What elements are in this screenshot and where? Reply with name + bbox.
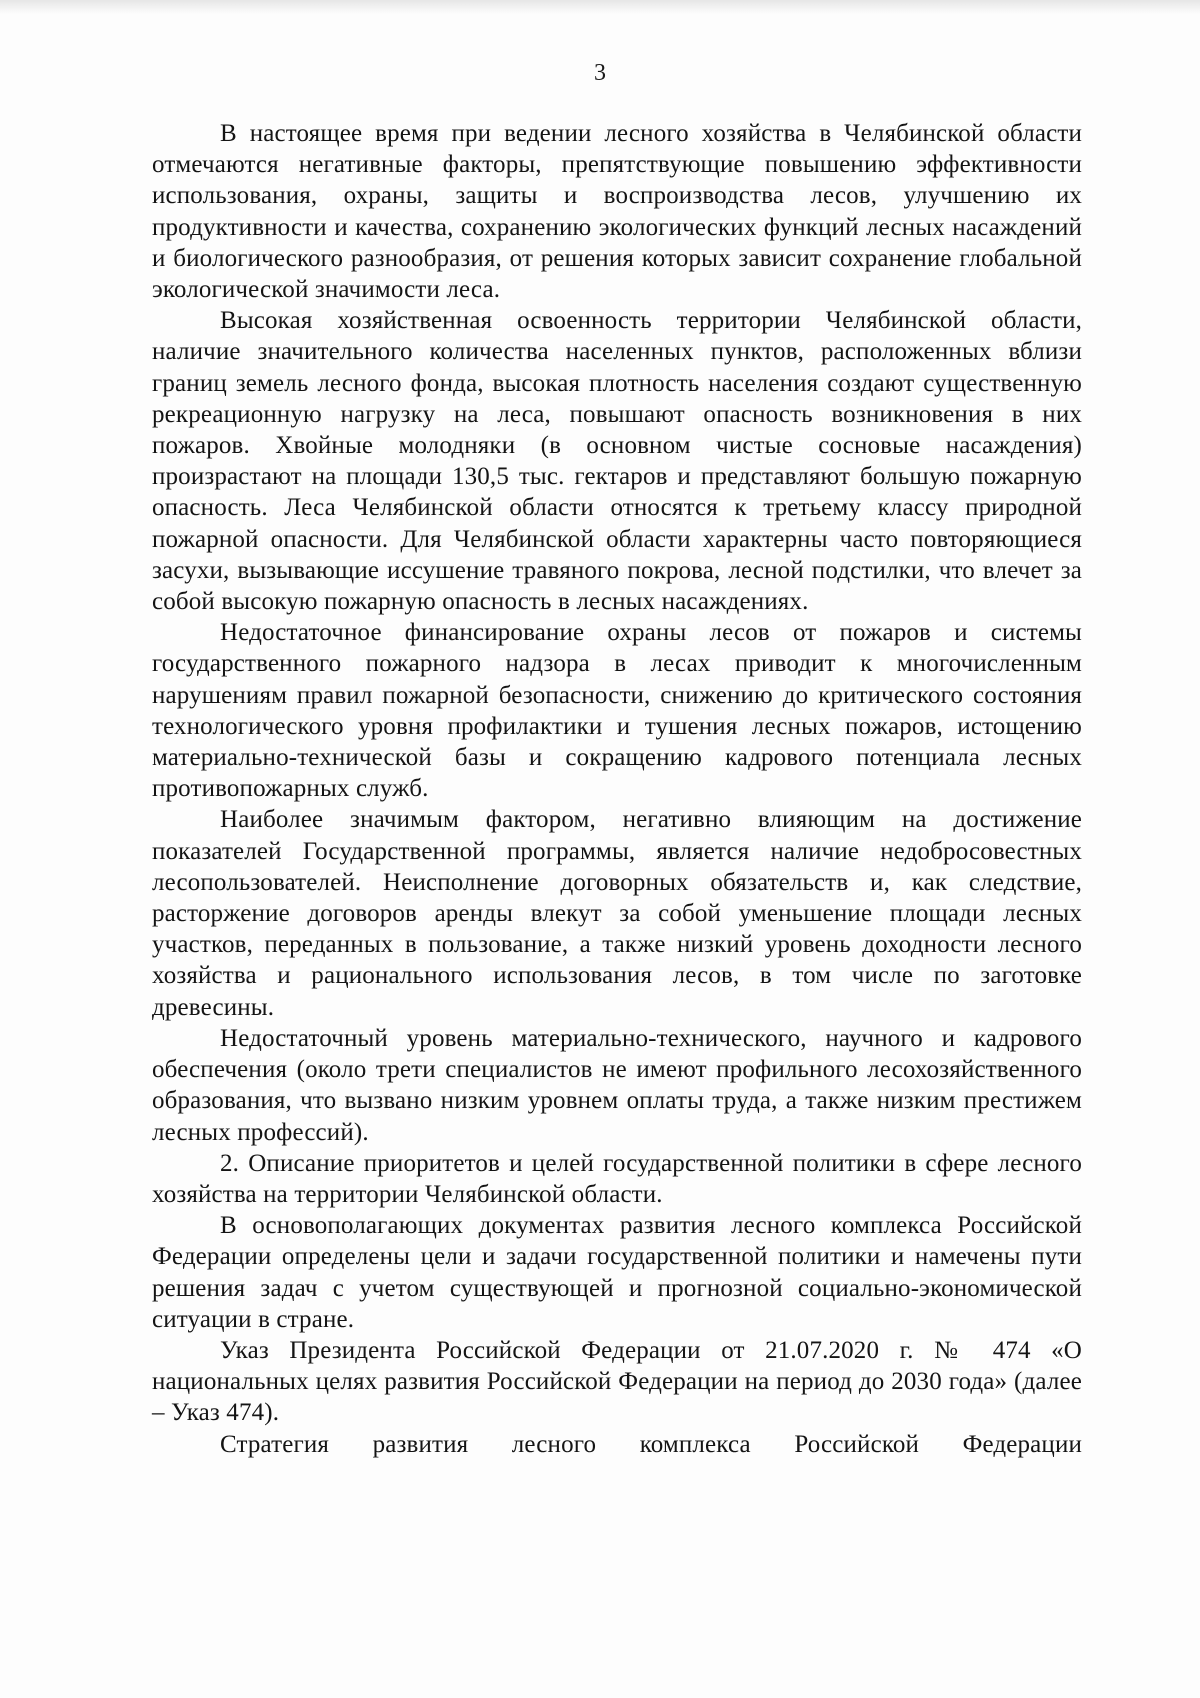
- paragraph-fire-danger: Высокая хозяйственная освоенность территории Челябинской области, наличие значительного количества населенных пунктов, расположенных вблизи границ земель лесного фонда, высокая плотность населения создают существенную рекреационную нагрузку на леса, повышают опасность возникновения в них пожаров. Хвойные молодняки (в основном чистые сосновые насаждения) произрастают на площади 130,5 тыс. гектаров и представляют большую пожарную опасность. Леса Челябинской области относятся к третьему классу природной пожарной опасности. Для Челябинской области характерны часто повторяющиеся засухи, вызывающие иссушение травяного покрова, лесной подстилки, что влечет за собой высокую пожарную опасность в лесных насаждениях.: [152, 307, 1082, 616]
- page-number: 3: [594, 60, 606, 86]
- paragraph-fire-protection-funding: Недостаточное финансирование охраны лесов от пожаров и системы государственного пожарного надзора в лесах приводит к многочисленным нарушениям правил пожарной безопасности, снижению до критического состояния технологического уровня профилактики и тушения лесных пожаров, истощению материально-технической базы и сокращению кадрового потенциала лесных противопожарных служб.: [152, 619, 1082, 803]
- paragraph-strategy: Стратегия развития лесного комплекса Российской Федерации: [220, 1430, 1082, 1458]
- section-heading-priorities: 2. Описание приоритетов и целей государственной политики в сфере лесного хозяйства на территории Челябинской области.: [152, 1149, 1082, 1208]
- paragraph-forest-users: Наиболее значимым фактором, негативно влияющим на достижение показателей Государственной программы, является наличие недобросовестных лесопользователей. Неисполнение договорных обязательств и, как следствие, расторжение договоров аренды влекут за собой уменьшение площади лесных участков, переданных в пользование, а также низкий уровень доходности лесного хозяйства и рационального использования лесов, в том числе по заготовке древесины.: [152, 806, 1082, 1021]
- paragraph-staffing: Недостаточный уровень материально-технического, научного и кадрового обеспечения (около трети специалистов не имеют профильного лесохозяйственного образования, что вызвано низким уровнем оплаты труда, а также низким престижем лесных профессий).: [152, 1024, 1082, 1146]
- paragraph-negative-factors: В настоящее время при ведении лесного хозяйства в Челябинской области отмечаются негативные факторы, препятствующие повышению эффективности использования, охраны, защиты и воспроизводства лесов, улучшению их продуктивности и качества, сохранению экологических функций лесных насаждений и биологического разнообразия, от решения которых зависит сохранение глобальной экологической значимости леса.: [152, 120, 1082, 304]
- paragraph-fundamental-documents: В основополагающих документах развития лесного комплекса Российской Федерации определены цели и задачи государственной политики и намечены пути решения задач с учетом существующей и прогнозной социально-экономической ситуации в стране.: [152, 1212, 1082, 1333]
- document-body: [152, 118, 1082, 1460]
- scan-edge: [0, 0, 1200, 14]
- paragraph-decree-474: Указ Президента Российской Федерации от 21.07.2020 г. № 474 «О национальных целях развития Российской Федерации на период до 2030 года» (далее – Указ 474).: [152, 1336, 1082, 1427]
